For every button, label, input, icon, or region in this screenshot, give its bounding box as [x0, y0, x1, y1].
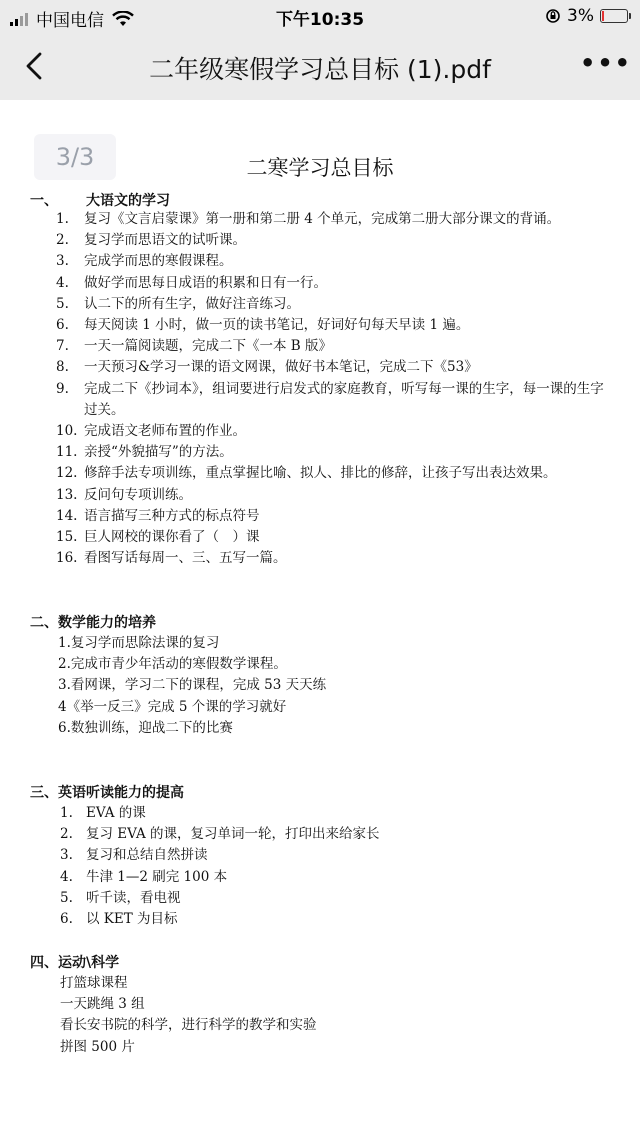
item-text: 亲授“外貌描写”的方法。: [84, 444, 233, 461]
section1-number: 一、: [30, 193, 58, 209]
carrier-label: 中国电信: [36, 11, 104, 31]
more-horizontal-icon[interactable]: •••: [580, 49, 633, 77]
item-text: 完成语文老师布置的作业。: [84, 423, 246, 440]
pdf-page[interactable]: [0, 100, 640, 1137]
section1-title: 大语文的学习: [86, 193, 170, 209]
list-item: [0, 845, 640, 866]
item-number: 4.: [56, 274, 69, 291]
list-item: [0, 824, 640, 845]
list-item: [0, 336, 640, 357]
list-item: 看长安书院的科学，进行科学的教学和实验: [60, 1017, 317, 1034]
item-text: 牛津 1—2 刷完 100 本: [86, 868, 228, 885]
list-item: 4《举一反三》完成 5 个课的学习就好: [58, 698, 287, 715]
item-text: 复习学而思语文的试听课。: [84, 232, 246, 249]
list-item: [0, 867, 640, 888]
list-item: [0, 294, 640, 315]
item-text: 修辞手法专项训练，重点掌握比喻、拟人、排比的修辞，让孩子写出表达效果。: [84, 465, 557, 482]
list-item: [0, 209, 640, 230]
nav-bar: [0, 34, 640, 100]
list-item: [0, 909, 640, 930]
item-number: 1.: [56, 211, 69, 227]
item-text: 听千读，看电视: [86, 889, 181, 906]
item-number: 4.: [60, 868, 73, 885]
section2-title: 二、数学能力的培养: [30, 615, 156, 631]
section1-list: [0, 209, 640, 569]
item-text: 一天一篇阅读题，完成二下《一本 B 版》: [84, 338, 333, 355]
item-text: 完成学而思的寒假课程。: [84, 253, 233, 270]
section2-list: [0, 633, 640, 739]
item-number: 14.: [56, 507, 78, 524]
item-number: 8.: [56, 359, 69, 376]
list-item: [0, 379, 640, 421]
list-item: [0, 803, 640, 824]
item-number: 3.: [56, 253, 69, 270]
section3-list: [0, 803, 640, 930]
item-number: 7.: [56, 338, 69, 355]
status-time: 下午10:35: [275, 10, 365, 30]
list-item: [0, 251, 640, 272]
item-number: 6.: [56, 317, 69, 334]
item-number: 16.: [56, 550, 78, 567]
list-item: [0, 230, 640, 251]
list-item: 1.复习学而思除法课的复习: [58, 635, 220, 651]
item-number: 13.: [56, 486, 78, 503]
item-text: 复习和总结自然拼读: [86, 847, 208, 864]
item-text: 一天预习&学习一课的语文网课，做好书本笔记，完成二下《53》: [84, 359, 478, 376]
list-item: 一天跳绳 3 组: [60, 996, 145, 1013]
section4-list: [0, 973, 640, 1058]
document-title: 二年级寒假学习总目标 (1).pdf: [149, 55, 491, 84]
orientation-lock-icon: [545, 8, 561, 24]
item-text: 以 KET 为目标: [86, 911, 178, 928]
item-text: 完成二下《抄词本》，组词要进行启发式的家庭教育，听写每一课的生字，每一课的生字过关。: [84, 380, 604, 418]
item-number: 2.: [56, 232, 69, 249]
list-item: [0, 273, 640, 294]
item-text: 做好学而思每日成语的积累和日有一行。: [84, 274, 327, 291]
list-item: 2.完成市青少年活动的寒假数学课程。: [58, 656, 287, 673]
item-number: 11.: [56, 444, 78, 461]
item-text: 每天阅读 1 小时，做一页的读书笔记，好词好句每天早读 1 遍。: [84, 317, 470, 334]
battery-percent: 3%: [567, 6, 594, 26]
item-number: 2.: [60, 826, 73, 843]
list-item: [0, 548, 640, 569]
item-number: 3.: [60, 847, 73, 864]
item-number: 6.: [60, 911, 73, 928]
item-text: 巨人网校的课你看了（ ）课: [84, 529, 260, 546]
chevron-left-icon[interactable]: [18, 48, 54, 84]
item-text: 反问句专项训练。: [84, 486, 192, 503]
list-item: 拼图 500 片: [60, 1038, 135, 1055]
list-item: [0, 315, 640, 336]
battery-icon: [600, 9, 628, 23]
list-item: 打篮球课程: [60, 975, 128, 991]
list-item: [0, 421, 640, 442]
item-number: 12.: [56, 465, 78, 482]
item-text: 语言描写三种方式的标点符号: [84, 507, 260, 524]
item-text: 看图写话每周一、三、五写一篇。: [84, 550, 287, 567]
item-number: 9.: [56, 380, 69, 397]
list-item: [0, 357, 640, 378]
status-right: [545, 6, 628, 26]
list-item: [0, 527, 640, 548]
status-bar: [0, 0, 640, 34]
item-number: 5.: [60, 889, 73, 906]
list-item: [0, 442, 640, 463]
item-number: 10.: [56, 423, 78, 440]
list-item: 3.看网课，学习二下的课程，完成 53 天天练: [58, 677, 327, 694]
item-text: EVA 的课: [86, 805, 146, 821]
item-number: 1.: [60, 805, 73, 821]
list-item: [0, 463, 640, 484]
item-text: 认二下的所有生字，做好注音练习。: [84, 295, 300, 312]
list-item: [0, 506, 640, 527]
list-item: [0, 888, 640, 909]
item-text: 复习《文言启蒙课》第一册和第二册 4 个单元，完成第二册大部分课文的背诵。: [84, 211, 561, 227]
item-text: 复习 EVA 的课，复习单词一轮，打印出来给家长: [86, 826, 380, 843]
page-indicator: 3/3: [34, 134, 116, 180]
list-item: [0, 485, 640, 506]
list-item: 6.数独训练，迎战二下的比赛: [58, 719, 233, 736]
item-number: 5.: [56, 295, 69, 312]
section3-title: 三、英语听读能力的提高: [30, 785, 184, 801]
doc-heading: 二寒学习总目标: [246, 156, 394, 180]
section4-title: 四、运动\科学: [30, 955, 120, 971]
item-number: 15.: [56, 529, 78, 546]
